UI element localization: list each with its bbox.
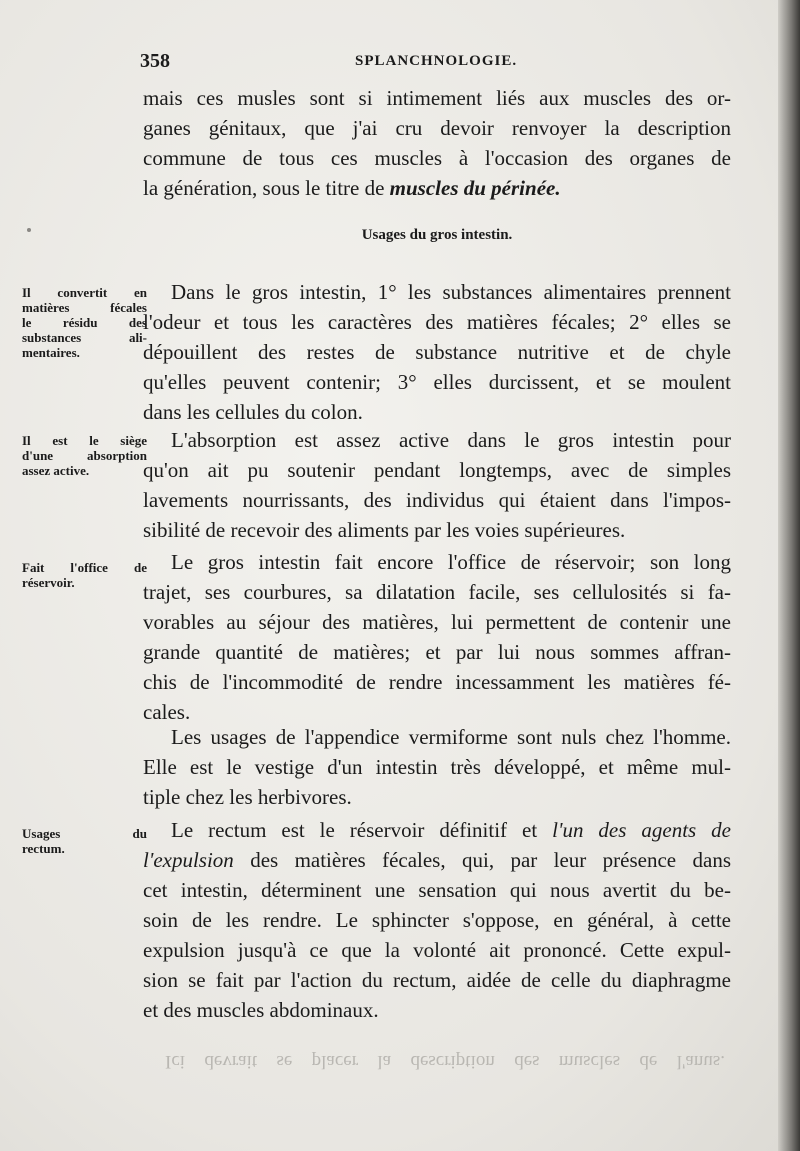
page-header bbox=[140, 50, 730, 74]
margin-note: Fait l'office de réservoir. bbox=[22, 560, 147, 590]
text-line: qu'on ait pu soutenir pendant longtemps, avec de simples bbox=[143, 458, 731, 482]
intro-paragraph bbox=[143, 83, 731, 203]
text-line: Le rectum est le réservoir définitif et l'un des agents de bbox=[171, 818, 731, 842]
text-line: mais ces musles sont si intimement liés aux muscles des or- bbox=[143, 86, 731, 110]
emphasis: muscles du périnée. bbox=[389, 176, 561, 200]
text-line: grande quantité de matières; et par lui nous sommes affran- bbox=[143, 640, 731, 664]
text-line: sion se fait par l'action du rectum, aidée de celle du diaphragme bbox=[143, 968, 731, 992]
text-line: ganes génitaux, que j'ai cru devoir renvoyer la description bbox=[143, 116, 731, 140]
paragraph bbox=[143, 815, 731, 1025]
emphasis: l'expulsion bbox=[143, 848, 234, 872]
text-line: tiple chez les herbivores. bbox=[143, 785, 352, 809]
text-line: l'expulsion des matières fécales, qui, par leur présence dans bbox=[143, 848, 731, 872]
text-line: et des muscles abdominaux. bbox=[143, 998, 379, 1022]
text-line: L'absorption est assez active dans le gros intestin pour bbox=[171, 428, 731, 452]
bleed-through-text: Ici devrait se placer la description des muscles de l'anus. bbox=[165, 1051, 725, 1072]
text-line: soin de les rendre. Le sphincter s'oppose, en général, à cette bbox=[143, 908, 731, 932]
text-line: dépouillent des restes de substance nutritive et de chyle bbox=[143, 340, 731, 364]
page-number: 358 bbox=[140, 50, 170, 72]
emphasis: l'un des agents de bbox=[552, 818, 731, 842]
text-line: Les usages de l'appendice vermiforme sont nuls chez l'homme. bbox=[171, 725, 731, 749]
section-title: Usages du gros intestin. bbox=[361, 227, 513, 243]
text-line: Dans le gros intestin, 1° les substances alimentaires prennent bbox=[171, 280, 731, 304]
text-line: chis de l'incommodité de rendre incessamment les matières fé- bbox=[143, 670, 731, 694]
margin-note: Usages du rectum. bbox=[22, 826, 147, 856]
page-edge-shadow bbox=[778, 0, 800, 1151]
text-line: cet intestin, déterminent une sensation qui nous avertit du be- bbox=[143, 878, 731, 902]
paragraph bbox=[143, 547, 731, 727]
text-line: la génération, sous le titre de muscles du périnée. bbox=[143, 176, 561, 200]
text-line: vorables au séjour des matières, lui permettent de contenir une bbox=[143, 610, 731, 634]
text-line: cales. bbox=[143, 700, 191, 724]
text-line: sibilité de recevoir des aliments par les voies supérieures. bbox=[143, 518, 626, 542]
text-line: lavements nourrissants, des individus qui étaient dans l'impos- bbox=[143, 488, 731, 512]
paragraph bbox=[143, 277, 731, 427]
text-line: qu'elles peuvent contenir; 3° elles durcissent, et se moulent bbox=[143, 370, 731, 394]
running-title: SPLANCHNOLOGIE. bbox=[355, 53, 518, 69]
text-line: expulsion jusqu'à ce que la volonté ait prononcé. Cette expul- bbox=[143, 938, 731, 962]
ink-speck bbox=[27, 228, 31, 232]
margin-note: Il est le siège d'une absorption assez active. bbox=[22, 433, 147, 478]
text-line: Elle est le vestige d'un intestin très développé, et même mul- bbox=[143, 755, 731, 779]
text-line: trajet, ses courbures, sa dilatation facile, ses cellulosités si fa- bbox=[143, 580, 731, 604]
margin-note: Il convertit en matières fécales le résidu des substances ali- mentaires. bbox=[22, 285, 147, 360]
text-line: l'odeur et tous les caractères des matières fécales; 2° elles se bbox=[143, 310, 731, 334]
text-line: dans les cellules du colon. bbox=[143, 400, 363, 424]
paragraph bbox=[143, 722, 731, 812]
text-line: commune de tous ces muscles à l'occasion des organes de bbox=[143, 146, 731, 170]
paragraph bbox=[143, 425, 731, 545]
text-line: Le gros intestin fait encore l'office de réservoir; son long bbox=[171, 550, 731, 574]
